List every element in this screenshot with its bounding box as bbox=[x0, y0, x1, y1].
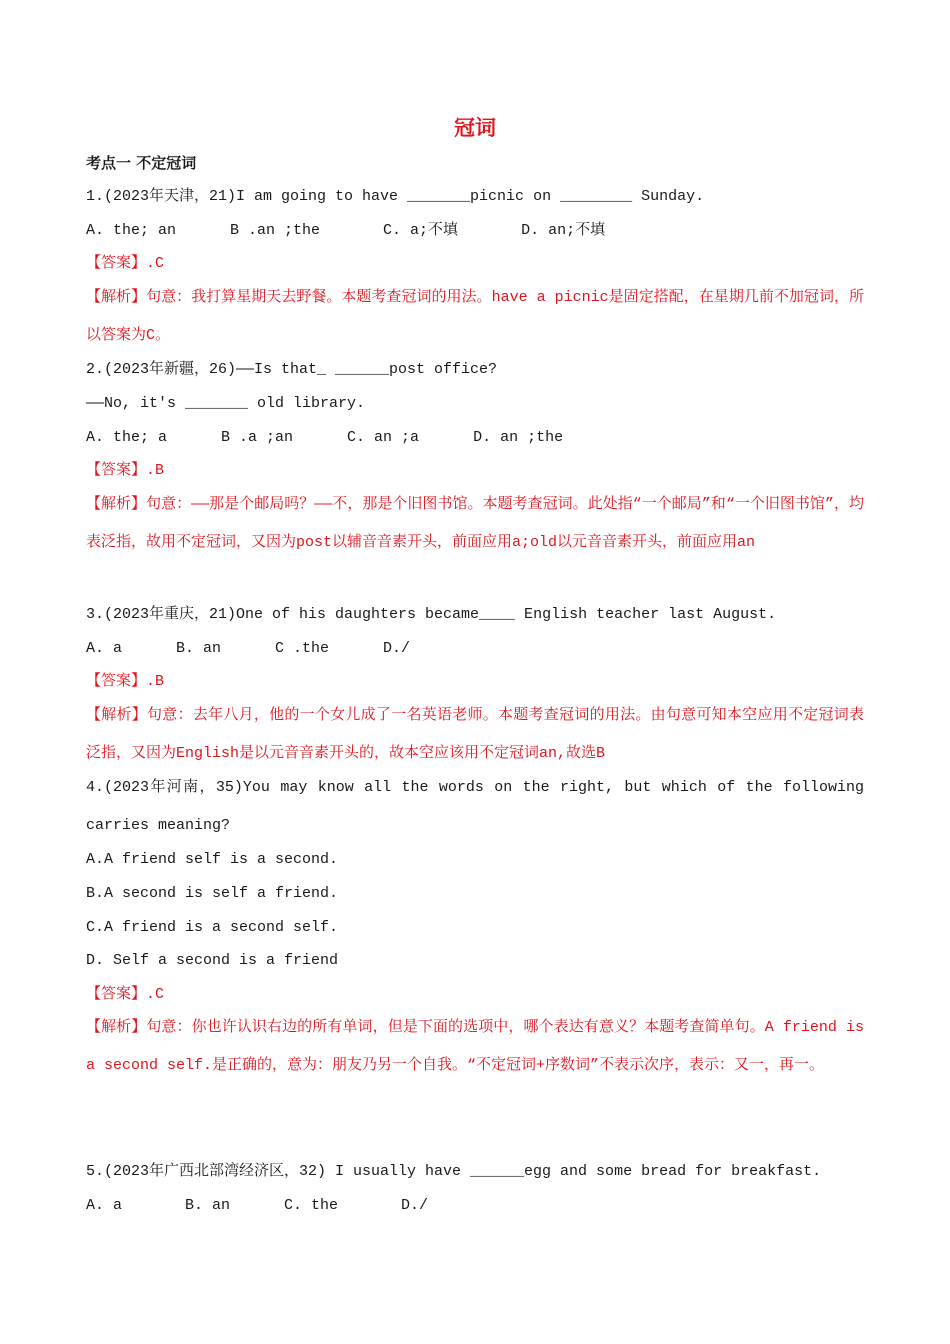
question-4-option-d: D. Self a second is a friend bbox=[86, 952, 339, 969]
question-3-options: A. a B. an C .the D./ bbox=[86, 640, 411, 657]
question-4-option-a: A.A friend self is a second. bbox=[86, 851, 339, 868]
question-3-analysis: 【解析】句意：去年八月，他的一个女儿成了一名英语老师。本题考查冠词的用法。由句意可知本空应用不定冠词表泛指，又因为English是以元音音素开头的，故本空应该用不定冠词an,故选B bbox=[86, 707, 864, 762]
question-2-options: A. the; a B .a ;an C. an ;a D. an ;the bbox=[86, 429, 564, 446]
question-1-analysis: 【解析】句意：我打算星期天去野餐。本题考查冠词的用法。have a picnic是固定搭配，在星期几前不加冠词，所以答案为C。 bbox=[86, 289, 864, 344]
question-4-option-b: B.A second is self a friend. bbox=[86, 885, 339, 902]
question-1-answer: 【答案】.C bbox=[86, 255, 165, 272]
question-4-answer: 【答案】.C bbox=[86, 986, 165, 1003]
question-5-stem: 5.(2023年广西北部湾经济区，32) I usually have ______egg and some bread for breakfast. bbox=[86, 1163, 822, 1180]
question-4-analysis: 【解析】句意：你也许认识右边的所有单词，但是下面的选项中，哪个表达有意义？本题考查简单句。A friend is a second self.是正确的，意为：朋友乃另一个自我。“不定冠词+序数词”不表示次序，表示：又一，再一。 bbox=[86, 1019, 864, 1074]
question-4-stem: 4.(2023年河南，35)You may know all the words on the right, but which of the following carries meaning? bbox=[86, 779, 864, 834]
question-5-options: A. a B. an C. the D./ bbox=[86, 1197, 429, 1214]
question-4-option-c: C.A friend is a second self. bbox=[86, 919, 339, 936]
question-2-answer: 【答案】.B bbox=[86, 462, 165, 479]
question-2-stem-line1: 2.(2023年新疆，26)——Is that_ ______post office? bbox=[86, 361, 498, 378]
section-heading: 考点一 不定冠词 bbox=[86, 154, 197, 172]
question-1-stem: 1.(2023年天津，21)I am going to have _______picnic on ________ Sunday. bbox=[86, 188, 705, 205]
question-1-options: A. the; an B .an ;the C. a;不填 D. an;不填 bbox=[86, 222, 606, 239]
question-3-stem: 3.(2023年重庆，21)One of his daughters became____ English teacher last August. bbox=[86, 606, 777, 623]
question-3-answer: 【答案】.B bbox=[86, 673, 165, 690]
question-2-stem-line2: ——No, it's _______ old library. bbox=[86, 395, 366, 412]
page-title: 冠词 bbox=[454, 116, 496, 140]
question-2-analysis: 【解析】句意：——那是个邮局吗？——不，那是个旧图书馆。本题考查冠词。此处指“一个邮局”和“一个旧图书馆”，均表泛指，故用不定冠词，又因为post以辅音音素开头，前面应用a;old以元音音素开头，前面应用an bbox=[86, 496, 864, 551]
